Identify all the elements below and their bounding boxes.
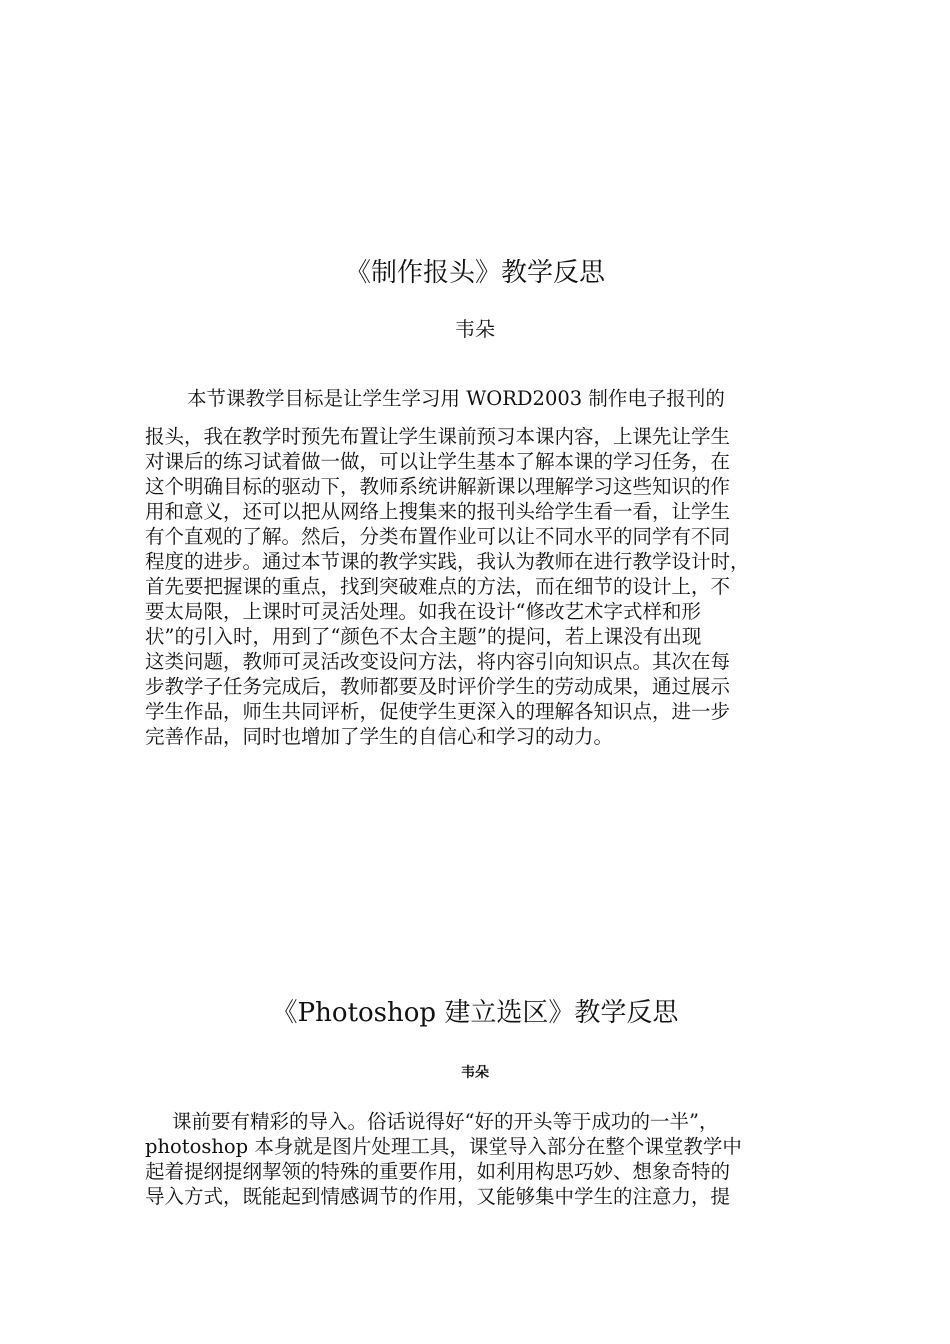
section1-intro-line: 本节课教学目标是让学生学习用 WORD2003 制作电子报刊的 bbox=[187, 387, 725, 410]
section1-line: 状”的引入时，用到了“颜色不太合主题”的提问，若上课没有出现 bbox=[145, 625, 702, 648]
section1-author: 韦朵 bbox=[455, 317, 495, 341]
section1-line: 完善作品，同时也增加了学生的自信心和学习的动力。 bbox=[145, 725, 614, 748]
section1-line: 对课后的练习试着做一做，可以让学生基本了解本课的学习任务，在 bbox=[145, 450, 731, 473]
section2-line: 课前要有精彩的导入。俗话说得好“好的开头等于成功的一半”， bbox=[172, 1110, 719, 1133]
section1-line: 要太局限，上课时可灵活处理。如我在设计“修改艺术字式样和形 bbox=[145, 600, 701, 623]
section1-line: 报头，我在教学时预先布置让学生课前预习本课内容，上课先让学生 bbox=[145, 425, 731, 448]
section2-author: 韦朵 bbox=[461, 1065, 489, 1081]
section2-line: photoshop 本身就是图片处理工具，课堂导入部分在整个课堂教学中 bbox=[145, 1135, 742, 1158]
section1-line: 程度的进步。通过本节课的教学实践，我认为教师在进行教学设计时， bbox=[145, 550, 750, 573]
section1-line: 用和意义，还可以把从网络上搜集来的报刊头给学生看一看，让学生 bbox=[145, 500, 731, 523]
section2-line: 起着提纲提纲挈领的特殊的重要作用，如利用构思巧妙、想象奇特的 bbox=[145, 1160, 731, 1183]
section1-line: 这个明确目标的驱动下，教师系统讲解新课以理解学习这些知识的作 bbox=[145, 475, 731, 498]
section1-title: 《制作报头》教学反思 bbox=[344, 258, 605, 288]
section1-line: 有个直观的了解。然后，分类布置作业可以让不同水平的同学有不同 bbox=[145, 525, 731, 548]
section1-line: 这类问题，教师可灵活改变设问方法，将内容引向知识点。其次在每 bbox=[145, 650, 731, 673]
section1-line: 学生作品，师生共同评析，促使学生更深入的理解各知识点，进一步 bbox=[145, 700, 731, 723]
section2-title: 《Photoshop 建立选区》教学反思 bbox=[271, 998, 679, 1028]
section2-line: 导入方式，既能起到情感调节的作用，又能够集中学生的注意力，提 bbox=[145, 1185, 731, 1208]
section1-line: 步教学子任务完成后，教师都要及时评价学生的劳动成果，通过展示 bbox=[145, 675, 731, 698]
section1-line: 首先要把握课的重点，找到突破难点的方法，而在细节的设计上，不 bbox=[145, 575, 731, 598]
